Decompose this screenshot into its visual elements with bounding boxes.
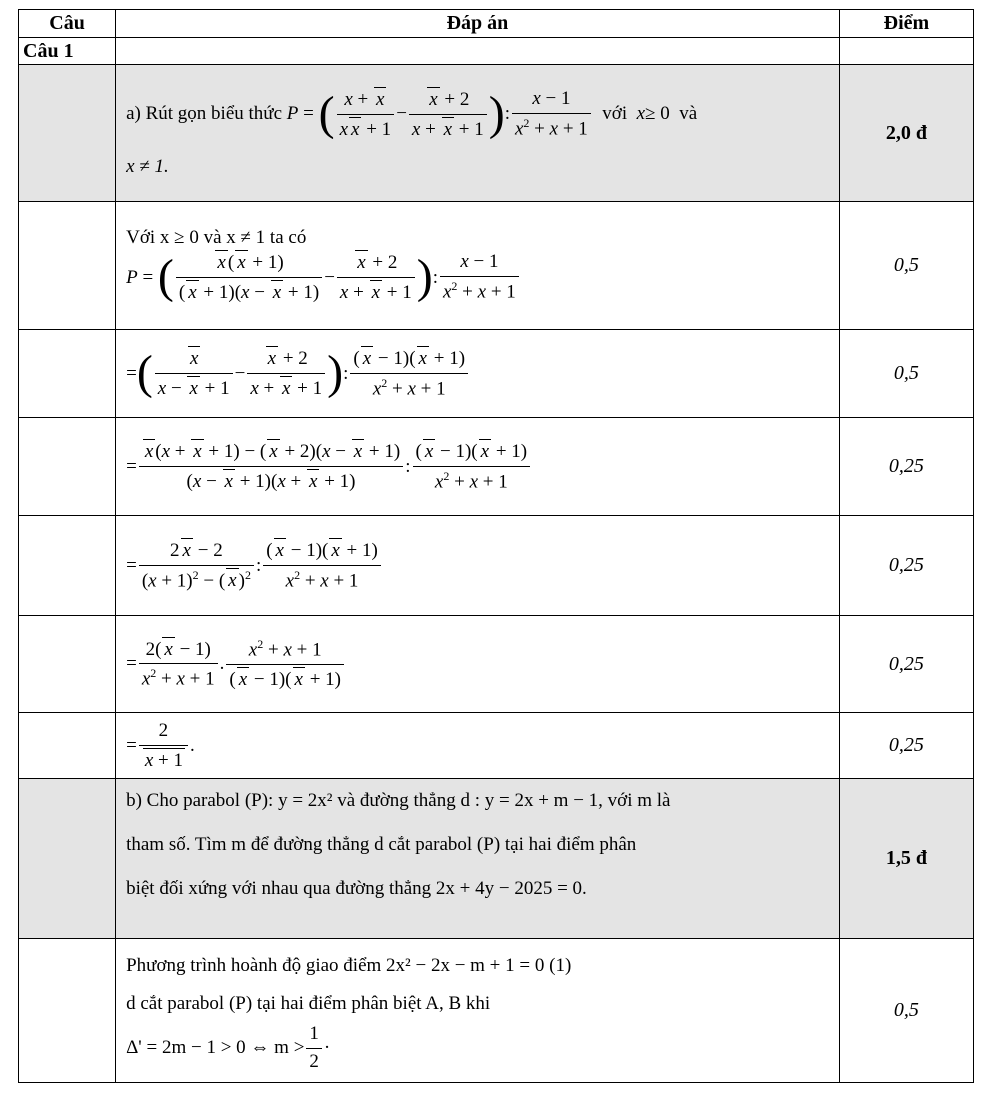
- question-label: Câu 1: [19, 38, 116, 65]
- step-5-content: = $\frac{2( x - 1)}{x^2 + x + 1}$ . $\frac{x^2 + x + 1}{( x - 1)( x + 1)}$: [116, 616, 840, 713]
- step-6-content: = $\frac{2}{x + 1}$ .: [116, 713, 840, 779]
- part-b-sol-line3: Δ' = 2m − 1 > 0 ⇔ m >: [126, 1037, 305, 1059]
- step-4-row: [19, 516, 974, 616]
- step-5-score: 0,25: [839, 616, 973, 713]
- step-4-score: 0,25: [839, 516, 973, 616]
- part-a-row: [19, 65, 974, 202]
- part-b-sol-line2: d cắt parabol (P) tại hai điểm phân biệt A, B khi: [126, 993, 491, 1015]
- part-b-prompt: [116, 779, 840, 939]
- part-b-line2: tham số. Tìm m để đường thẳng d cắt parabol (P) tại hai điểm phân: [126, 834, 637, 855]
- header-answer: Đáp án: [116, 10, 840, 38]
- part-b-score: 1,5 đ: [839, 779, 973, 939]
- part-b-row: [19, 779, 974, 939]
- part-b-line3: biệt đối xứng với nhau qua đường thẳng 2x + 4y − 2025 = 0.: [126, 878, 587, 899]
- part-a-prompt: a) Rút gọn biểu thức P = ( $\frac{x + x}{\text{x x + 1}}$ − $\frac{x + 2}{x + x + 1}$ ) : $\frac{x - 1}{x^2 + x + 1}$ với x ≥ 0 và x ≠ 1.: [116, 65, 840, 202]
- header-score: Điểm: [839, 10, 973, 38]
- step-1-content: Với x ≥ 0 và x ≠ 1 ta có P = ( $\frac{x ( x + 1)}{( x + 1)(x - x + 1)}$ − $\frac{x + 2}{x + x + 1}$ ) : $\frac{x - 1}{x^2 + x + 1}$: [116, 202, 840, 330]
- part-a-label: a) Rút gọn biểu thức: [126, 103, 283, 125]
- step-2-content: = ( $\frac{x}{x - x + 1}$ − $\frac{x + 2}{x + x + 1}$ ) : $\frac{( x - 1)( x + 1)}{x^2 + x + 1}$: [116, 330, 840, 418]
- step-2-row: [19, 330, 974, 418]
- step-3-row: [19, 418, 974, 516]
- header-row: [19, 10, 974, 38]
- answer-table: [18, 9, 974, 1083]
- step-1-row: [19, 202, 974, 330]
- part-b-sol-score: 0,5: [839, 939, 973, 1083]
- part-b-sol-line1: Phương trình hoành độ giao điểm 2x² − 2x − m + 1 = 0 (1): [126, 955, 572, 977]
- step-3-score: 0,25: [839, 418, 973, 516]
- part-a-condition: x ≠ 1.: [126, 156, 169, 178]
- part-a-score: 2,0 đ: [839, 65, 973, 202]
- part-b-line1: b) Cho parabol (P): y = 2x² và đường thẳng d : y = 2x + m − 1, với m là: [126, 790, 671, 811]
- header-question: Câu: [19, 10, 116, 38]
- part-b-solution-row: [19, 939, 974, 1083]
- step-4-content: = $\frac{2 x - 2}{(x + 1)^2 - ( x )^2}$ : $\frac{( x - 1)( x + 1)}{x^2 + x + 1}$: [116, 516, 840, 616]
- step-3-content: = $\frac{x (x + x + 1) - ( x + 2)(x - x + 1)}{(x - x + 1)(x + x + 1)}$ : $\frac{( x - 1)( x + 1)}{x^2 + x + 1}$: [116, 418, 840, 516]
- step-2-score: 0,5: [839, 330, 973, 418]
- step-6-row: [19, 713, 974, 779]
- step-1-intro: Với x ≥ 0 và x ≠ 1 ta có: [126, 227, 307, 249]
- step-5-row: [19, 616, 974, 713]
- step-1-score: 0,5: [839, 202, 973, 330]
- part-b-solution: Phương trình hoành độ giao điểm 2x² − 2x − m + 1 = 0 (1) d cắt parabol (P) tại hai điểm phân biệt A, B khi Δ' = 2m − 1 > 0 ⇔ m > $\frac{1}{2}$ ·: [116, 939, 840, 1083]
- question-row: [19, 38, 974, 65]
- step-6-score: 0,25: [839, 713, 973, 779]
